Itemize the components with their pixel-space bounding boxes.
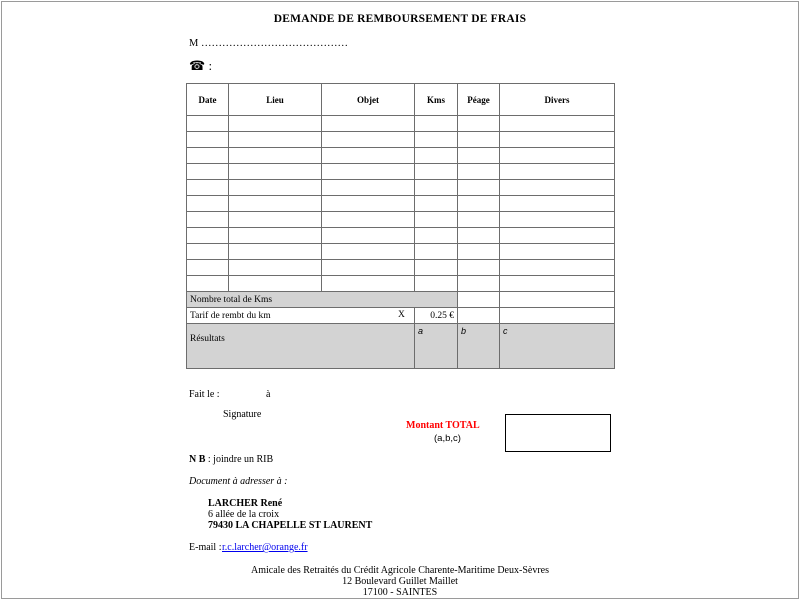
montant-abc-label: (a,b,c): [434, 433, 461, 444]
montant-total-box[interactable]: [505, 414, 611, 452]
nb-note: [189, 454, 273, 465]
header-date: Date: [187, 84, 229, 116]
cell-date[interactable]: [187, 148, 229, 164]
tarif-peage-cell[interactable]: [458, 308, 500, 324]
cell-date[interactable]: [187, 228, 229, 244]
cell-lieu[interactable]: [229, 164, 322, 180]
results-label-cell: [187, 324, 415, 369]
cell-divers[interactable]: [500, 244, 615, 260]
result-b-label: b: [461, 326, 467, 336]
table-row: [187, 180, 615, 196]
result-a-cell[interactable]: [415, 324, 458, 369]
email-link[interactable]: r.c.larcher@orange.fr: [222, 542, 308, 553]
a-label: à: [266, 389, 271, 400]
document-title: DEMANDE DE REMBOURSEMENT DE FRAIS: [273, 13, 527, 25]
results-label: Résultats: [190, 334, 225, 344]
table-row: [187, 212, 615, 228]
cell-objet[interactable]: [322, 180, 415, 196]
cell-date[interactable]: [187, 132, 229, 148]
org-line-3: 17100 - SAINTES: [362, 587, 438, 598]
address-street: 6 allée de la croix: [208, 509, 280, 520]
header-peage: Péage: [458, 84, 500, 116]
cell-date[interactable]: [187, 164, 229, 180]
cell-kms[interactable]: [415, 244, 458, 260]
cell-objet[interactable]: [322, 164, 415, 180]
tarif-label-cell: [187, 308, 415, 324]
cell-divers[interactable]: [500, 132, 615, 148]
table-header-row: [187, 84, 615, 116]
cell-divers[interactable]: [500, 276, 615, 292]
cell-peage[interactable]: [458, 148, 500, 164]
cell-kms[interactable]: [415, 116, 458, 132]
tarif-label: Tarif de rembt du km: [190, 310, 271, 321]
cell-objet[interactable]: [322, 132, 415, 148]
cell-date[interactable]: [187, 212, 229, 228]
cell-objet[interactable]: [322, 212, 415, 228]
org-line-1: Amicale des Retraités du Crédit Agricole Charente-Maritime Deux-Sèvres: [251, 565, 549, 576]
telephone-icon: ☎: [189, 59, 206, 74]
cell-date[interactable]: [187, 116, 229, 132]
cell-kms[interactable]: [415, 276, 458, 292]
tarif-divers-cell[interactable]: [500, 308, 615, 324]
cell-objet[interactable]: [322, 196, 415, 212]
tarif-multiply: X: [398, 310, 405, 320]
tarif-value: 0.25 €: [415, 308, 458, 324]
cell-peage[interactable]: [458, 132, 500, 148]
total-kms-row: [187, 292, 615, 308]
cell-divers[interactable]: [500, 260, 615, 276]
table-row: [187, 276, 615, 292]
tarif-row: [187, 308, 615, 324]
cell-divers[interactable]: [500, 228, 615, 244]
cell-peage[interactable]: [458, 228, 500, 244]
cell-peage[interactable]: [458, 276, 500, 292]
cell-lieu[interactable]: [229, 228, 322, 244]
table-row: [187, 164, 615, 180]
results-row: [187, 324, 615, 369]
cell-objet[interactable]: [322, 148, 415, 164]
table-row: [187, 244, 615, 260]
cell-peage[interactable]: [458, 244, 500, 260]
cell-objet[interactable]: [322, 228, 415, 244]
cell-lieu[interactable]: [229, 196, 322, 212]
cell-lieu[interactable]: [229, 212, 322, 228]
cell-divers[interactable]: [500, 212, 615, 228]
cell-objet[interactable]: [322, 116, 415, 132]
montant-total-label: Montant TOTAL: [406, 420, 480, 431]
total-kms-divers-cell[interactable]: [500, 292, 615, 308]
cell-peage[interactable]: [458, 212, 500, 228]
table-row: [187, 132, 615, 148]
fait-le-label: Fait le :: [189, 389, 220, 400]
cell-date[interactable]: [187, 180, 229, 196]
cell-lieu[interactable]: [229, 132, 322, 148]
document-address-label: Document à adresser à :: [189, 476, 288, 487]
phone-line: [189, 58, 212, 74]
cell-date[interactable]: [187, 244, 229, 260]
nb-bold: N B: [189, 454, 206, 465]
cell-kms[interactable]: [415, 148, 458, 164]
header-lieu: Lieu: [229, 84, 322, 116]
address-name: LARCHER René: [208, 498, 283, 509]
header-divers: Divers: [500, 84, 615, 116]
cell-lieu[interactable]: [229, 148, 322, 164]
table-row: [187, 260, 615, 276]
table-row: [187, 196, 615, 212]
table-row: [187, 116, 615, 132]
cell-lieu[interactable]: [229, 180, 322, 196]
cell-date[interactable]: [187, 196, 229, 212]
cell-kms[interactable]: [415, 132, 458, 148]
email-label: E-mail :: [189, 542, 222, 553]
cell-peage[interactable]: [458, 260, 500, 276]
cell-kms[interactable]: [415, 212, 458, 228]
cell-peage[interactable]: [458, 196, 500, 212]
cell-divers[interactable]: [500, 180, 615, 196]
result-b-cell[interactable]: [458, 324, 500, 369]
cell-kms[interactable]: [415, 164, 458, 180]
cell-divers[interactable]: [500, 116, 615, 132]
cell-lieu[interactable]: [229, 116, 322, 132]
cell-kms[interactable]: [415, 180, 458, 196]
cell-kms[interactable]: [415, 260, 458, 276]
org-line-2: 12 Boulevard Guillet Maillet: [342, 576, 458, 587]
result-a-label: a: [418, 326, 424, 336]
cell-peage[interactable]: [458, 180, 500, 196]
cell-lieu[interactable]: [229, 260, 322, 276]
total-kms-label: Nombre total de Kms: [187, 292, 458, 308]
header-objet: Objet: [322, 84, 415, 116]
phone-suffix: :: [205, 58, 213, 73]
cell-kms[interactable]: [415, 228, 458, 244]
nb-text: : joindre un RIB: [205, 454, 274, 465]
cell-objet[interactable]: [322, 276, 415, 292]
name-line: M ……………………………………: [189, 38, 348, 49]
address-city: 79430 LA CHAPELLE ST LAURENT: [208, 520, 373, 531]
cell-date[interactable]: [187, 260, 229, 276]
cell-lieu[interactable]: [229, 276, 322, 292]
cell-objet[interactable]: [322, 260, 415, 276]
cell-divers[interactable]: [500, 164, 615, 180]
table-row: [187, 148, 615, 164]
table-row: [187, 228, 615, 244]
header-kms: Kms: [415, 84, 458, 116]
cell-kms[interactable]: [415, 196, 458, 212]
cell-peage[interactable]: [458, 116, 500, 132]
cell-divers[interactable]: [500, 148, 615, 164]
result-c-cell[interactable]: [500, 324, 615, 369]
table-body: [187, 116, 615, 369]
cell-peage[interactable]: [458, 164, 500, 180]
signature-label: Signature: [223, 409, 262, 420]
cell-divers[interactable]: [500, 196, 615, 212]
cell-lieu[interactable]: [229, 244, 322, 260]
result-c-label: c: [503, 326, 508, 336]
cell-date[interactable]: [187, 276, 229, 292]
expenses-table: [186, 83, 615, 369]
total-kms-peage-cell[interactable]: [458, 292, 500, 308]
cell-objet[interactable]: [322, 244, 415, 260]
